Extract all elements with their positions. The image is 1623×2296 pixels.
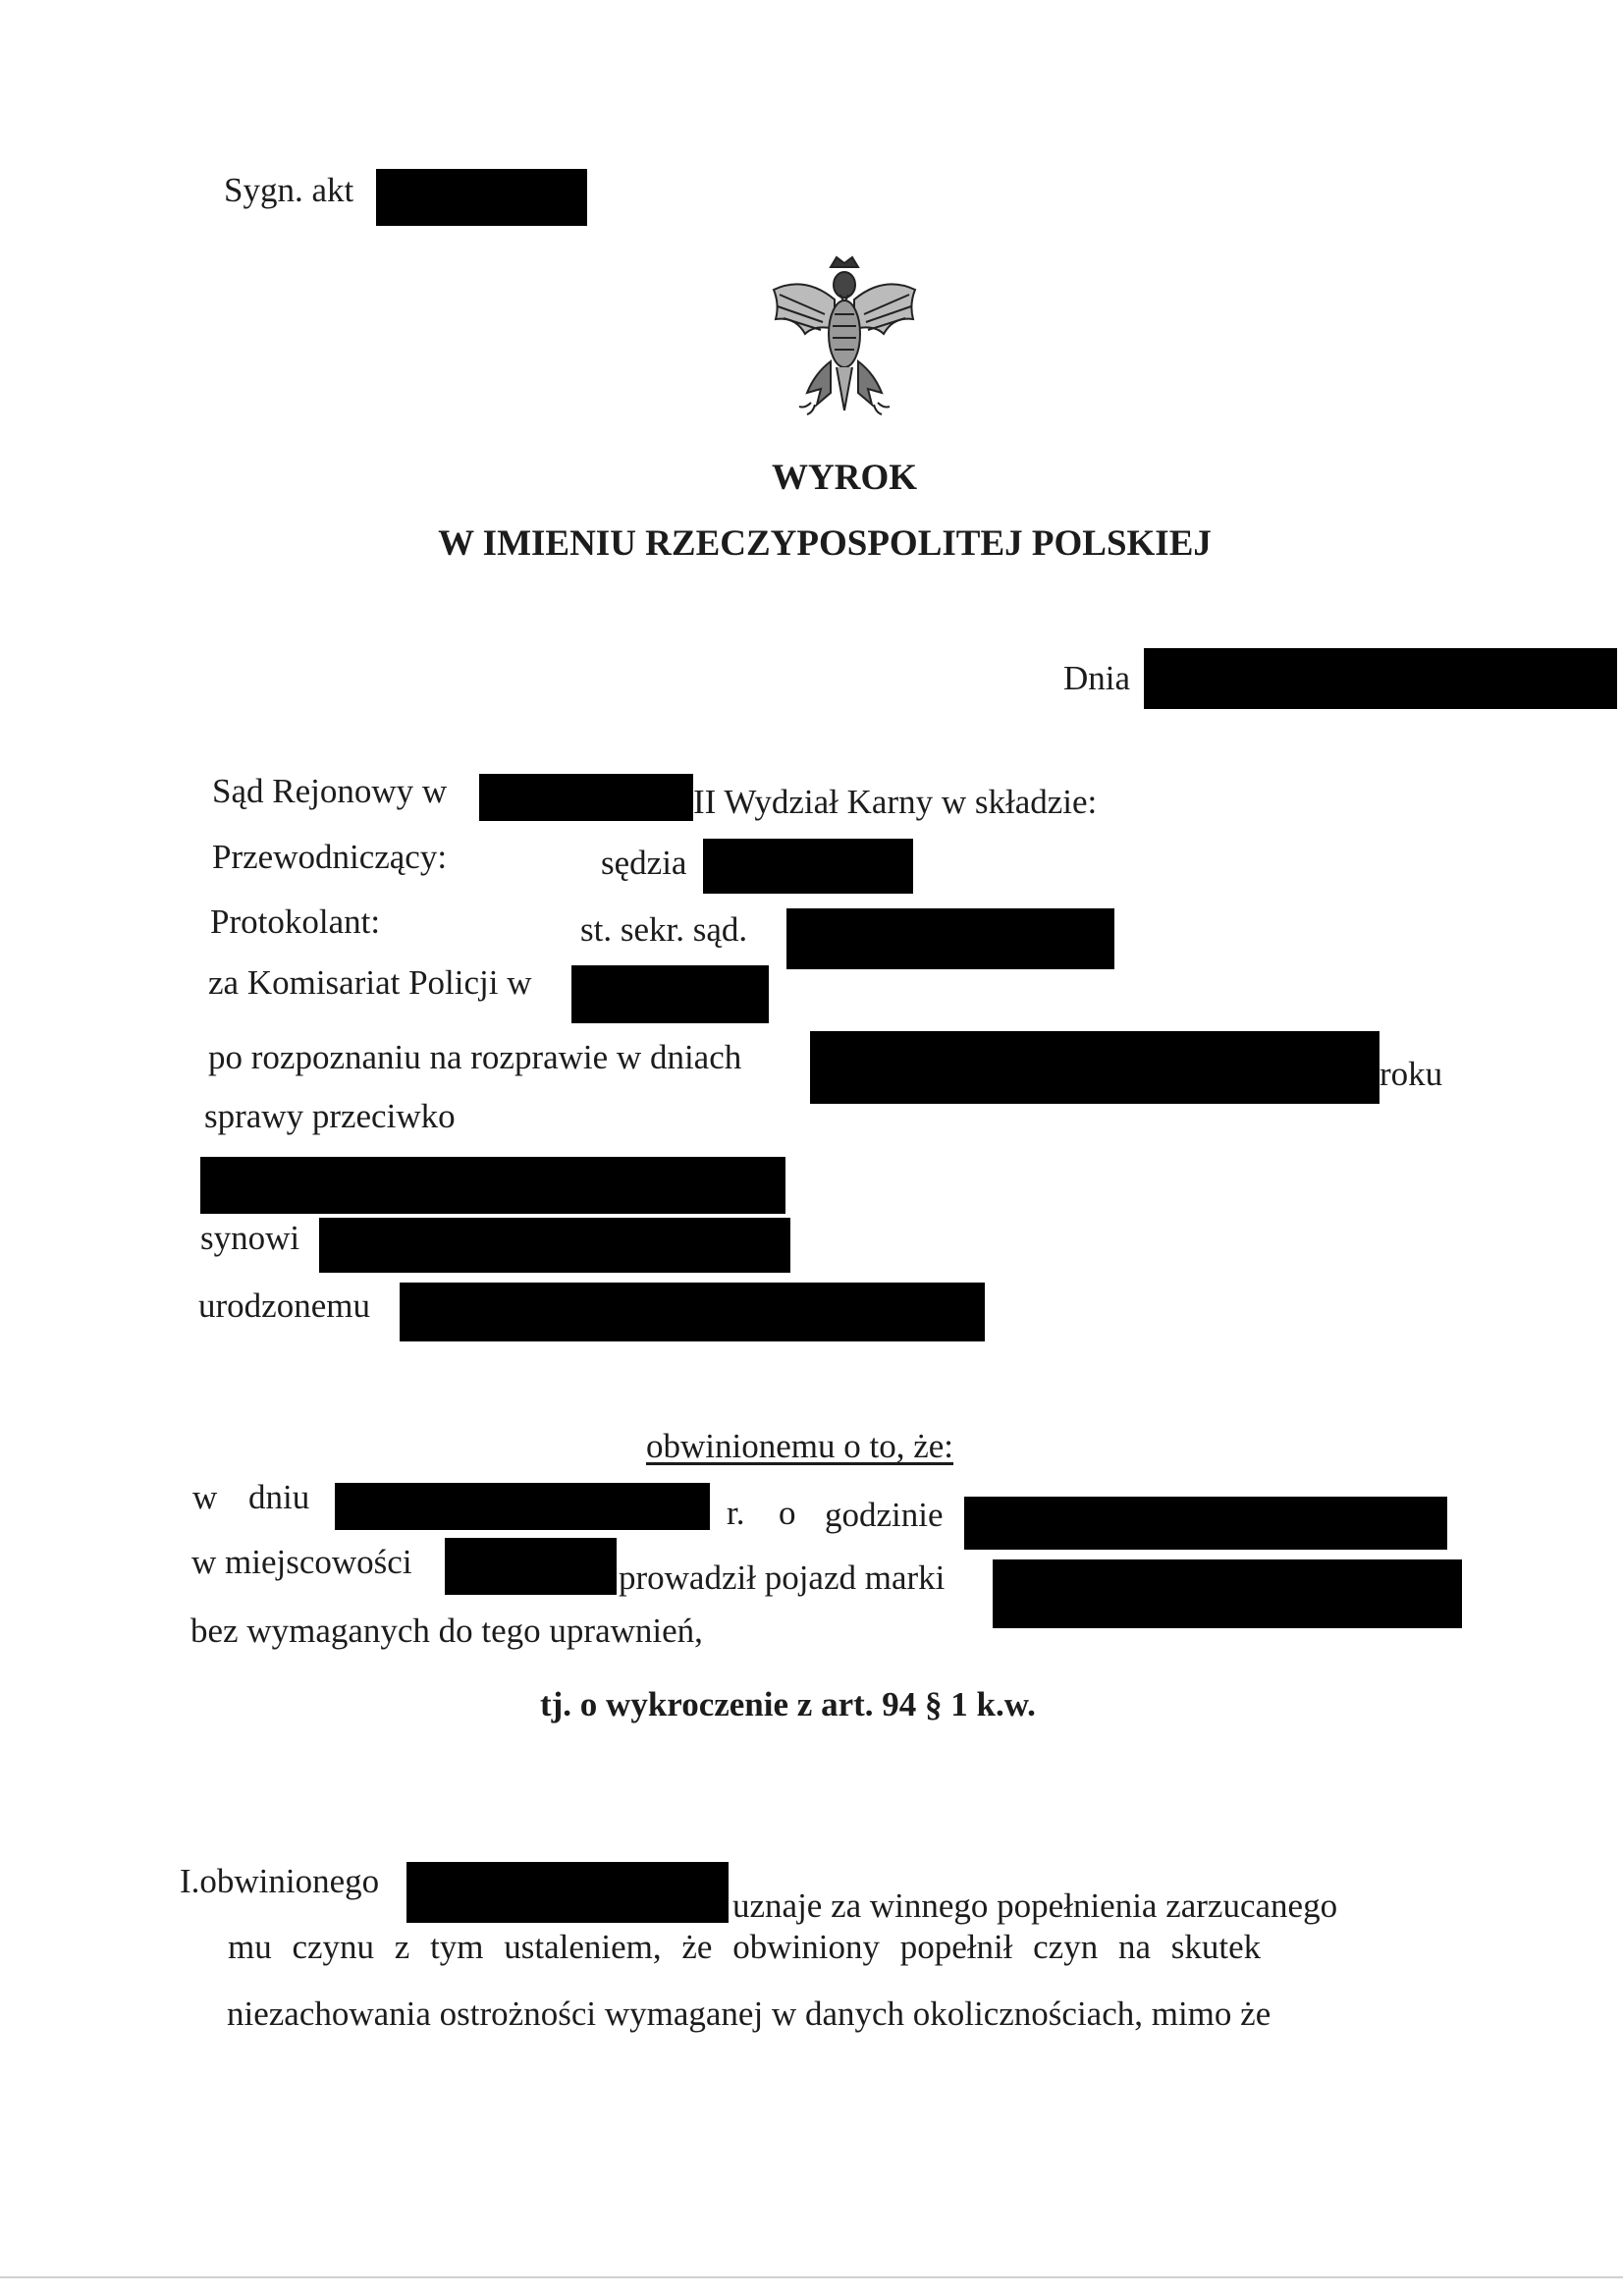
redaction-hearing-dates bbox=[810, 1031, 1380, 1104]
born-label: urodzonemu bbox=[198, 1286, 370, 1325]
redaction-police-city bbox=[571, 965, 769, 1023]
redaction-offense-date bbox=[335, 1483, 710, 1530]
clerk-role: st. sekr. sąd. bbox=[580, 910, 748, 949]
redaction-judge-name bbox=[703, 839, 913, 894]
hearing-suffix: roku bbox=[1380, 1055, 1443, 1093]
polish-eagle-emblem bbox=[766, 246, 923, 417]
charge-legal-basis: tj. o wykroczenie z art. 94 § 1 k.w. bbox=[540, 1685, 1036, 1723]
redaction-parents bbox=[319, 1218, 790, 1273]
charge-godzinie: godzinie bbox=[825, 1496, 944, 1534]
chair-role: sędzia bbox=[601, 844, 687, 882]
verdict-line3: niezachowania ostrożności wymaganej w danych okolicznościach, mimo że bbox=[227, 1995, 1271, 2033]
clerk-label: Protokolant: bbox=[210, 902, 381, 941]
chair-label: Przewodniczący: bbox=[212, 838, 448, 876]
charge-vehicle-label: prowadził pojazd marki bbox=[619, 1558, 946, 1597]
charge-w: w bbox=[192, 1478, 218, 1516]
charge-r: r. bbox=[727, 1494, 745, 1532]
redaction-offense-time bbox=[964, 1497, 1447, 1550]
redaction-verdict-defendant bbox=[406, 1862, 729, 1923]
police-label: za Komisariat Policji w bbox=[208, 963, 532, 1002]
redaction-court-city bbox=[479, 774, 693, 821]
hearing-prefix: po rozpoznaniu na rozprawie w dniach bbox=[208, 1038, 742, 1076]
charge-dniu: dniu bbox=[248, 1478, 310, 1516]
charge-o: o bbox=[779, 1494, 796, 1532]
charge-heading: obwinionemu o to, że: bbox=[646, 1427, 954, 1465]
case-against: sprawy przeciwko bbox=[204, 1097, 456, 1135]
redaction-vehicle-make bbox=[993, 1559, 1462, 1628]
son-label: synowi bbox=[200, 1219, 300, 1257]
redaction-clerk-name bbox=[786, 908, 1114, 969]
case-number-label: Sygn. akt bbox=[224, 171, 354, 209]
verdict-point-prefix: I.obwinionego bbox=[180, 1862, 380, 1900]
court-division: II Wydział Karny w składzie: bbox=[693, 783, 1098, 821]
redaction-offense-place bbox=[445, 1538, 617, 1595]
redaction-case-number bbox=[376, 169, 587, 226]
verdict-point-suffix: uznaje za winnego popełnienia zarzucanego bbox=[732, 1886, 1338, 1925]
redaction-birth-info bbox=[400, 1283, 985, 1341]
verdict-title: WYROK bbox=[772, 458, 917, 498]
charge-line3: bez wymaganych do tego uprawnień, bbox=[190, 1612, 703, 1650]
charge-place-label: w miejscowości bbox=[191, 1543, 412, 1581]
redaction-defendant-name bbox=[200, 1157, 785, 1214]
scan-edge-line bbox=[0, 2276, 1623, 2278]
date-label: Dnia bbox=[1063, 659, 1131, 697]
redaction-date bbox=[1144, 648, 1617, 709]
court-prefix: Sąd Rejonowy w bbox=[212, 772, 448, 810]
verdict-line2: mu czynu z tym ustaleniem, że obwiniony popełnił czyn na skutek bbox=[228, 1928, 1262, 1966]
verdict-subtitle: W IMIENIU RZECZYPOSPOLITEJ POLSKIEJ bbox=[438, 523, 1212, 564]
